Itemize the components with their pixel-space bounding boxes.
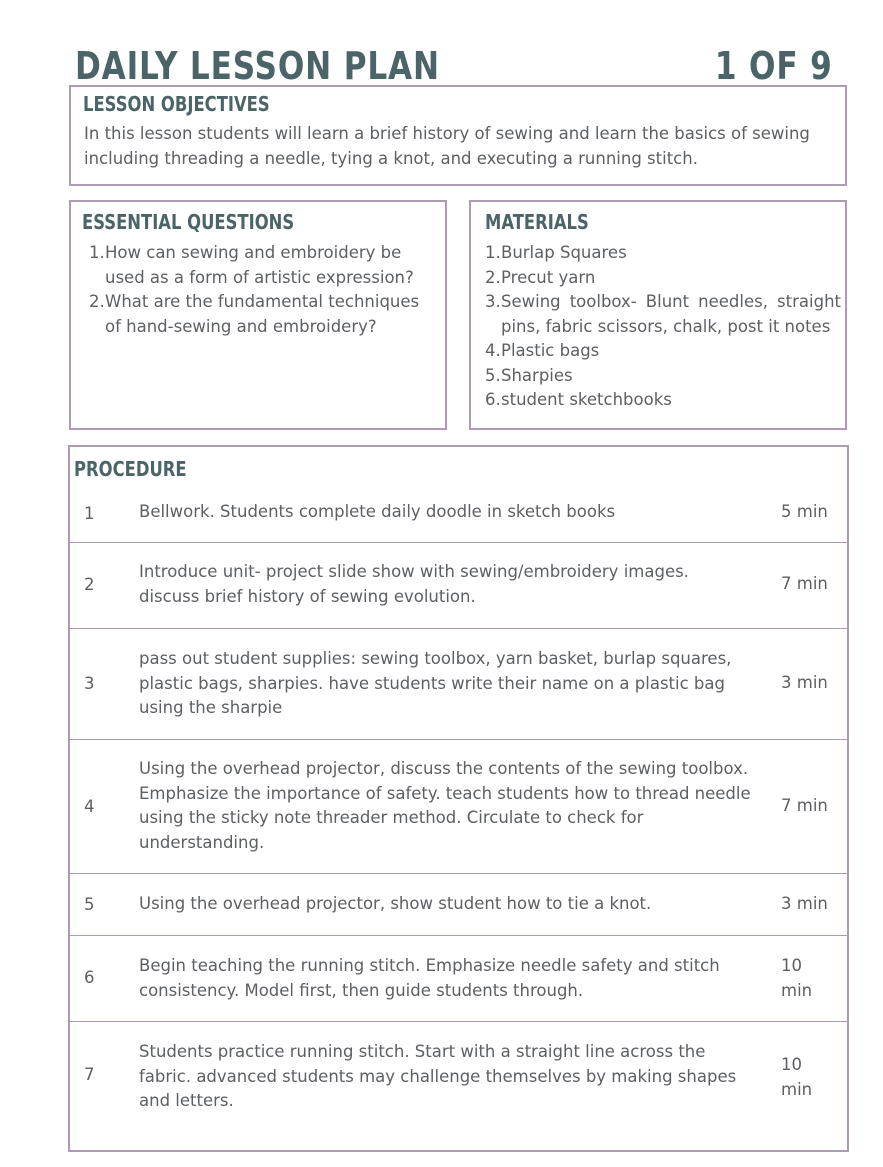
list-item: [485, 266, 841, 291]
list-item-number: 6.: [485, 390, 501, 409]
page-number: 1 OF 9: [715, 44, 833, 88]
step-time: 10 min: [781, 1055, 813, 1099]
step-description: Using the overhead projector, discuss the contents of the sewing toolbox. Emphasize the importance of safety. teach students how to thread needle using the sticky note threader method. Circulate to check for understanding.: [139, 759, 751, 852]
table-row: [70, 1021, 847, 1150]
list-item-text: Precut yarn: [501, 267, 596, 287]
step-time: 7 min: [781, 796, 828, 815]
procedure-box: [68, 445, 849, 1152]
lesson-objectives-heading: LESSON OBJECTIVES: [83, 92, 270, 116]
step-number: 7: [84, 1065, 95, 1084]
materials-box: [469, 200, 847, 430]
list-item: [89, 290, 435, 339]
list-item-number: 2.: [89, 292, 105, 311]
step-time: 3 min: [781, 673, 828, 692]
list-item: [485, 290, 841, 339]
step-time: 3 min: [781, 894, 828, 913]
list-item-text: student sketchbooks: [501, 390, 672, 409]
list-item-number: 3.: [485, 292, 501, 311]
step-number: 4: [84, 797, 95, 816]
list-item: [89, 241, 435, 290]
list-item-number: 4.: [485, 341, 501, 360]
list-item-number: 2.: [485, 267, 501, 287]
materials-heading: MATERIALS: [485, 210, 589, 234]
step-description: Begin teaching the running stitch. Emphasize needle safety and stitch consistency. Model first, then guide students through.: [139, 956, 720, 1000]
lesson-objectives-text: In this lesson students will learn a brief history of sewing and learn the basics of sewing including threading a needle, tying a knot, and executing a running stitch.: [84, 124, 810, 168]
list-item-text: Burlap Squares: [501, 243, 627, 262]
list-item-text: What are the fundamental techniques of hand-sewing and embroidery?: [105, 292, 420, 336]
page-title: DAILY LESSON PLAN: [75, 44, 440, 88]
step-description: Using the overhead projector, show student how to tie a knot.: [139, 894, 652, 913]
list-item: [485, 364, 841, 389]
step-time: 5 min: [781, 502, 828, 521]
essential-questions-heading: ESSENTIAL QUESTIONS: [82, 210, 295, 234]
list-item: [485, 241, 841, 266]
list-item-text: How can sewing and embroidery be used as a form of artistic expression?: [105, 243, 414, 287]
list-item-number: 5.: [485, 365, 501, 385]
list-item-number: 1.: [485, 243, 501, 262]
list-item-number: 1.: [89, 243, 105, 262]
step-time: 7 min: [781, 574, 828, 593]
list-item: [485, 339, 841, 364]
essential-questions-box: [69, 200, 447, 430]
list-item-text: Sharpies: [501, 365, 573, 385]
list-item-text: Plastic bags: [501, 341, 600, 360]
lesson-objectives-box: [69, 85, 847, 186]
step-description: Introduce unit- project slide show with sewing/embroidery images. discuss brief history of sewing evolution.: [139, 562, 689, 606]
step-number: 1: [84, 504, 95, 523]
step-time: 10 min: [781, 956, 813, 1000]
step-description: pass out student supplies: sewing toolbox, yarn basket, burlap squares, plastic bags, sharpies. have students write their name on a plastic bag using the sharpie: [139, 649, 732, 717]
procedure-heading: PROCEDURE: [74, 457, 187, 481]
table-row: [70, 935, 847, 1022]
step-description: Students practice running stitch. Start with a straight line across the fabric. advanced students may challenge themselves by making shapes and letters.: [139, 1042, 737, 1110]
table-row: [70, 873, 847, 936]
table-row: [70, 739, 847, 874]
table-row: [70, 492, 847, 542]
step-number: 2: [84, 575, 95, 594]
list-item-text: Sewing toolbox- Blunt needles, straight pins, fabric scissors, chalk, post it notes: [501, 292, 841, 336]
step-number: 5: [84, 895, 95, 914]
essential-questions-list: [89, 241, 435, 339]
list-item: [485, 388, 841, 413]
step-description: Bellwork. Students complete daily doodle in sketch books: [139, 502, 616, 521]
materials-list: [485, 241, 841, 413]
table-row: [70, 628, 847, 740]
table-row: [70, 542, 847, 629]
step-number: 6: [84, 968, 95, 987]
step-number: 3: [84, 674, 95, 693]
